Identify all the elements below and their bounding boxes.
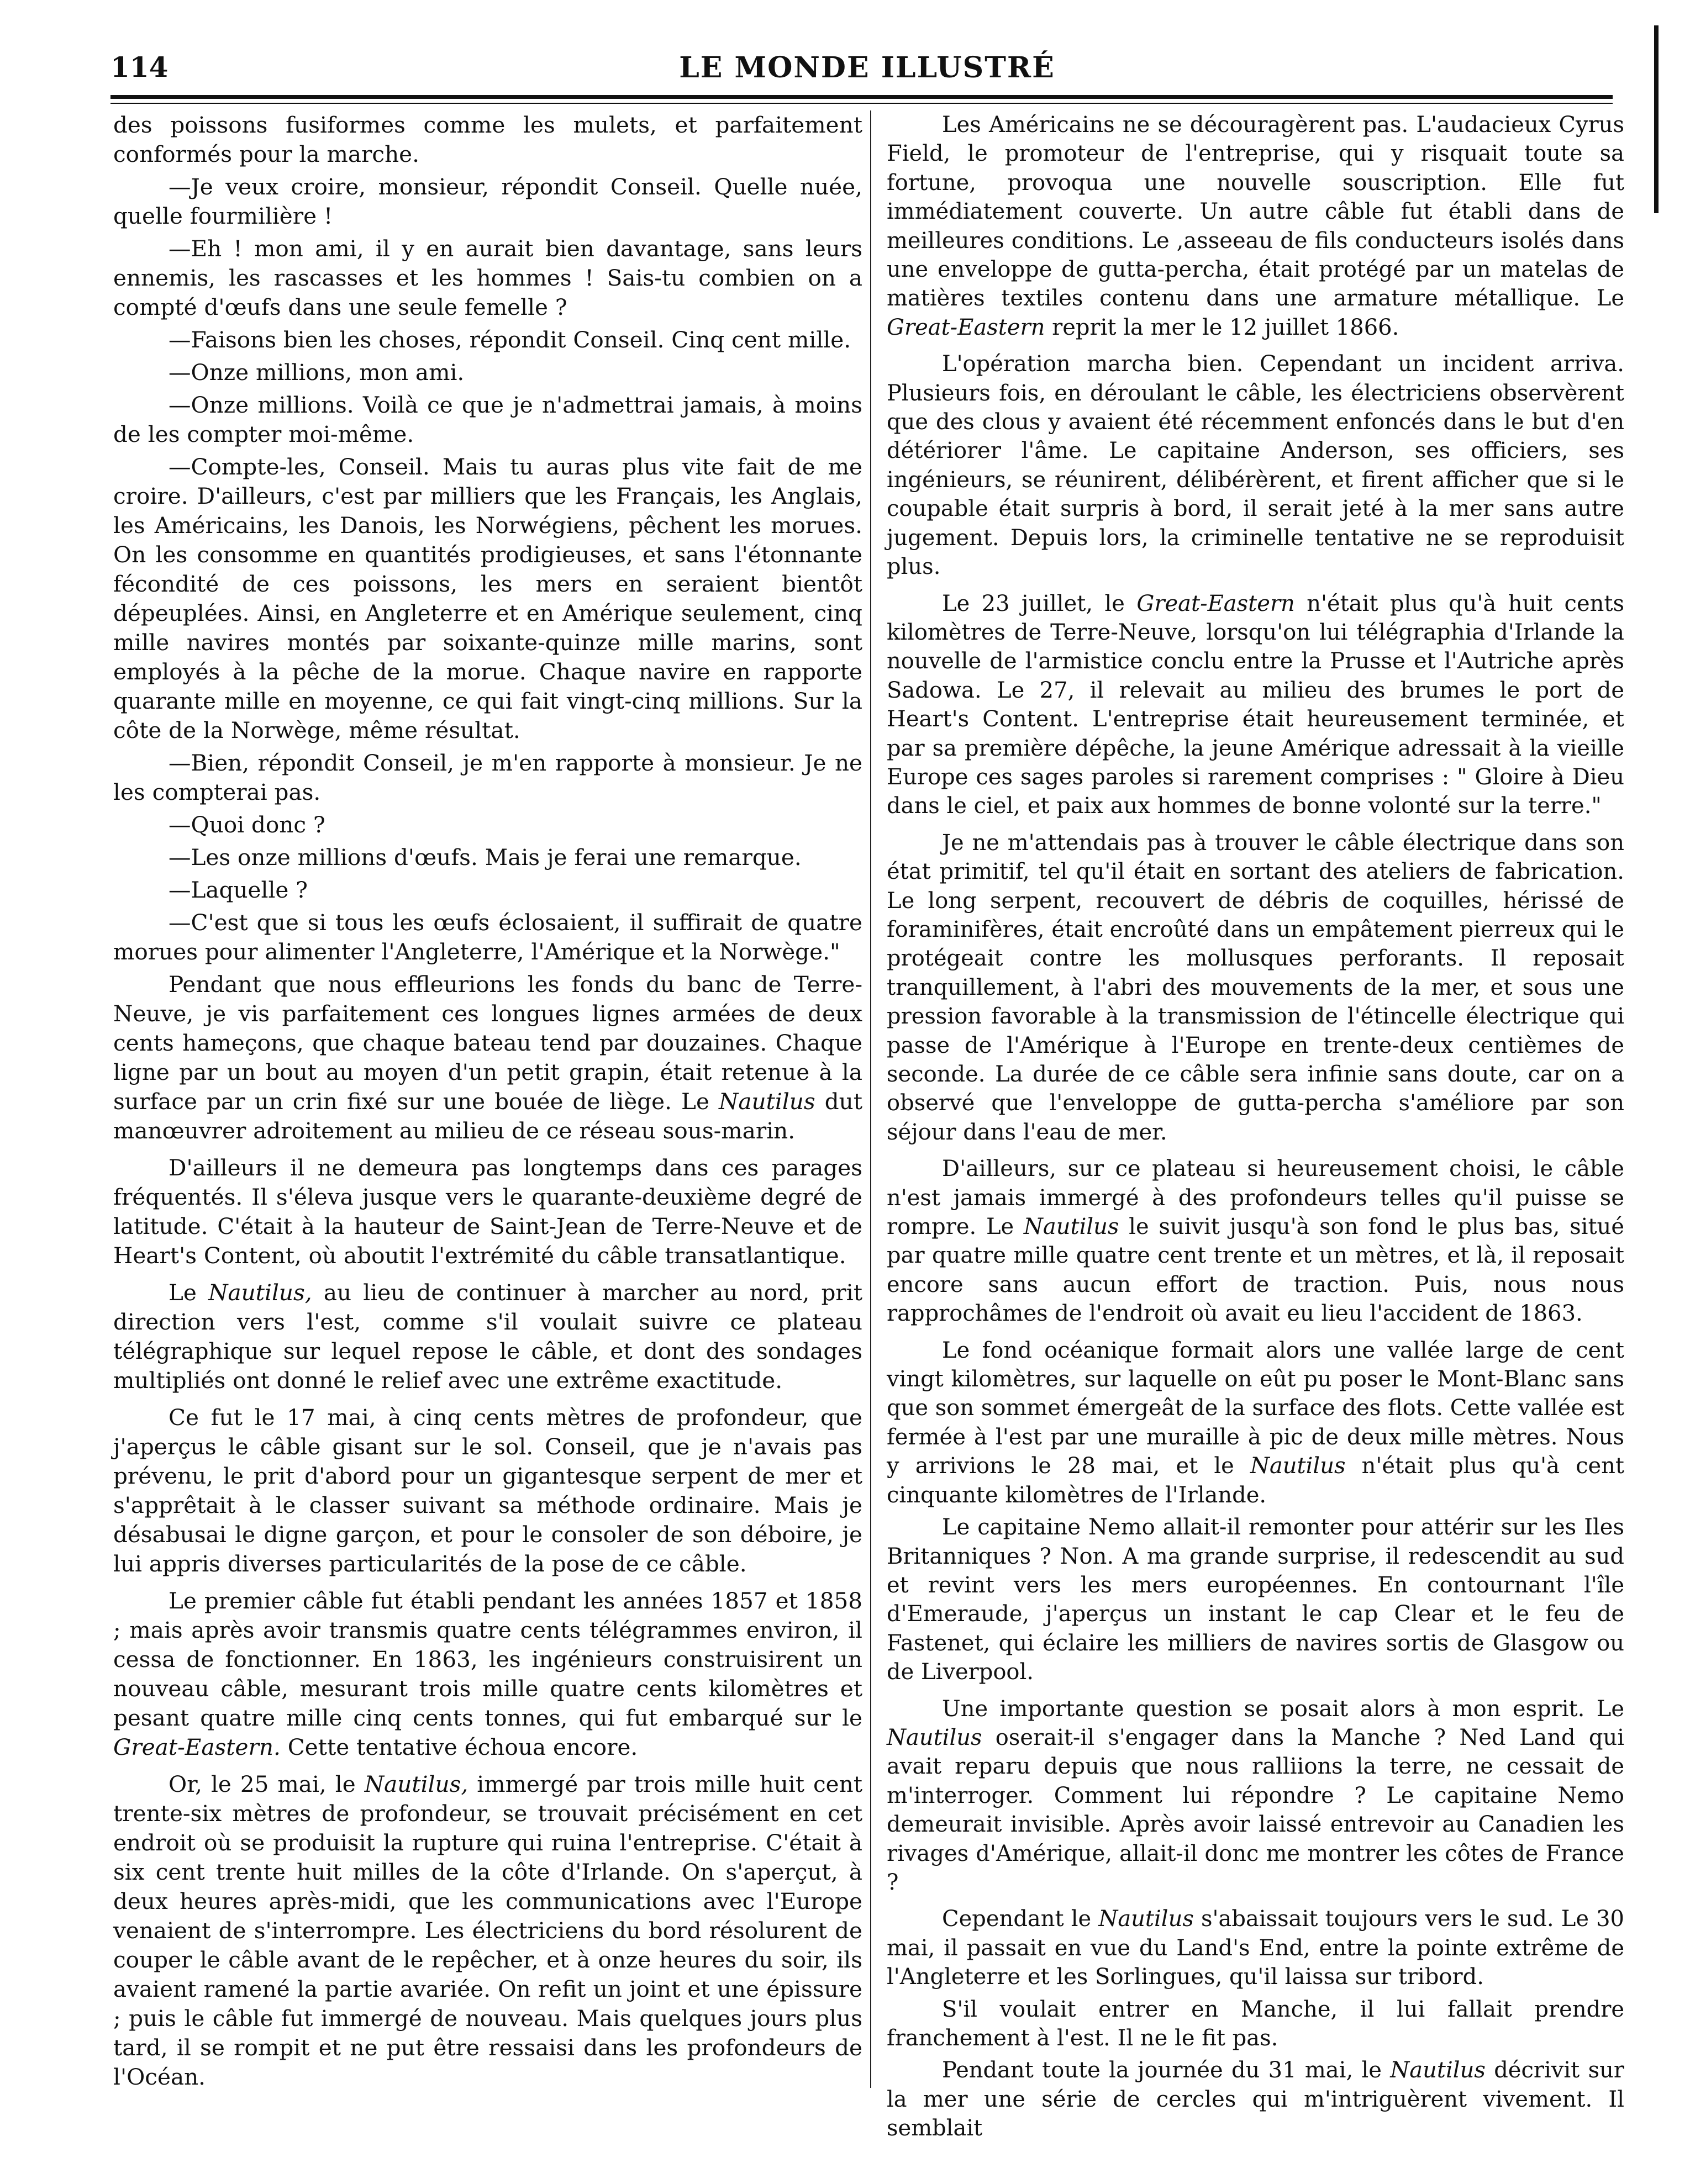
text-segment: L'opération marcha bien. Cependant un incident arriva. Plusieurs fois, en déroulant le câble, les électriciens observèrent que des clous y avaient été récemment enfoncés dans le but d'en détériorer l'âme. Le capitaine Anderson, ses officiers, ses ingénieurs, se réunirent, délibérèrent, et firent afficher que si le coupable était surpris à bord, il serait jeté à la mer sans autre jugement. Depuis lors, la criminelle tentative ne se reproduisit plus. <box>887 351 1624 580</box>
header-rule-thin <box>110 103 1613 104</box>
paragraph <box>887 589 1624 821</box>
text-segment: des poissons fusiformes comme les mulets, et parfaitement conformés pour la marche. <box>113 112 862 167</box>
text-segment: Cette tentative échoua encore. <box>280 1734 638 1760</box>
text-segment: Le capitaine Nemo allait-il remonter pour attérir sur les Iles Britanniques ? Non. A ma grande surprise, il redescendit au sud et revint vers les mers européennes. En contournant l'île d'Emeraude, j'aperçus un instant le cap Clear et le feu de Fastenet, qui éclaire les milliers de navires sortis de Glasgow ou de Liverpool. <box>887 1515 1624 1685</box>
text-segment: au lieu de continuer à marcher au nord, prit direction vers l'est, comme s'il voulait suivre ce plateau télégraphique sur lequel repose le câble, et dont des sondages multipliés ont donné le relief avec une extrême exactitude. <box>113 1279 862 1394</box>
paragraph <box>113 452 862 745</box>
text-segment: Pendant que nous effleurions les fonds du banc de Terre-Neuve, je vis parfaitement ces longues lignes armées de deux cents hameçons, que chaque bateau tend par douzaines. Chaque ligne par un bout au moyen d'un petit grapin, était retenue à la surface par un crin fixé sur une bouée de liège. Le <box>113 971 862 1115</box>
paragraph <box>887 1513 1624 1686</box>
text-segment: D'ailleurs, sur ce plateau si heureusement choisi, le câble n'est jamais immergé à des profondeurs telles qu'il puisse se rompre. Le <box>887 1156 1624 1240</box>
paragraph <box>113 1278 862 1395</box>
paragraph <box>887 829 1624 1147</box>
paragraph <box>887 1695 1624 1897</box>
text-segment: n'était plus qu'à huit cents kilomètres de Terre-Neuve, lorsqu'on lui télégraphia d'Irlande la nouvelle de l'armistice conclu entre la Prusse et l'Autriche après Sadowa. Le 27, il relevait au milieu des brumes le port de Heart's Content. L'entreprise était heureusement terminée, et par sa première dépêche, la jeune Amérique adressait à la vieille Europe ces sages paroles si rarement comprises : " Gloire à Dieu dans le ciel, et paix aux hommes de bonne volonté sur la terre." <box>887 590 1624 819</box>
text-segment: Une importante question se posait alors à mon esprit. Le <box>942 1696 1624 1722</box>
text-segment: —Compte-les, Conseil. Mais tu auras plus vite fait de me croire. D'ailleurs, c'est par milliers que les Français, les Anglais, les Américains, les Danois, les Norwégiens, pêchent les morues. On les consomme en quantités prodigieuses, et sans l'étonnante fécondité de ces poissons, les mers en seraient bientôt dépeuplées. Ainsi, en Angleterre et en Amérique seulement, cinq mille navires montés par soixante-quinze mille marins, sont employés à la pêche de la morue. Chaque navire en rapporte quarante mille en moyenne, ce qui fait vingt-cinq millions. Sur la côte de la Norwège, même résultat. <box>113 453 862 743</box>
text-segment: —C'est que si tous les œufs éclosaient, il suffirait de quatre morues pour alimenter l'Angleterre, l'Amérique et la Norwège." <box>113 909 862 965</box>
paragraph <box>113 325 862 355</box>
paragraph <box>113 172 862 231</box>
paragraph <box>113 748 862 807</box>
italic-text: Nautilus <box>1390 2058 1486 2083</box>
text-segment: —Faisons bien les choses, répondit Conseil. Cinq cent mille. <box>169 326 851 353</box>
text-segment: Les Américains ne se découragèrent pas. L'audacieux Cyrus Field, le promoteur de l'entreprise, qui y risquait toute sa fortune, provoqua une nouvelle souscription. Elle fut immédiatement couverte. Un autre câble fut établi dans de meilleures conditions. Le ,asseeau de fils conducteurs isolés dans une enveloppe de gutta-percha, était protégé par un matelas de matières textiles contenu dans une armature métallique. Le <box>887 112 1624 312</box>
text-segment: dut manœuvrer adroitement au milieu de ce réseau sous-marin. <box>113 1088 862 1144</box>
paragraph <box>113 358 862 387</box>
paragraph <box>113 1153 862 1270</box>
text-segment: Le fond océanique formait alors une vallée large de cent vingt kilomètres, sur laquelle on eût pu poser le Mont-Blanc sans que son sommet émergeât de la surface des flots. Cette vallée est fermée à l'est par une muraille à pic de deux mille mètres. Nous y arrivions le 28 mai, et le <box>887 1337 1624 1479</box>
paragraph <box>113 810 862 840</box>
page-edge-mark <box>1654 25 1659 213</box>
left-column <box>113 110 862 2095</box>
text-segment: le suivit jusqu'à son fond le plus bas, situé par quatre mille quatre cent trente et un mètres, et là, il reposait encore sans aucun effort de traction. Puis, nous nous rapprochâmes de l'endroit où avait eu lieu l'accident de 1863. <box>887 1214 1624 1327</box>
paragraph <box>887 1905 1624 1991</box>
paragraph <box>113 391 862 449</box>
page-number: 114 <box>110 51 169 83</box>
text-segment: —Je veux croire, monsieur, répondit Conseil. Quelle nuée, quelle fourmilière ! <box>113 173 862 229</box>
italic-text: Nautilus <box>887 1724 982 1750</box>
paragraph <box>113 875 862 905</box>
paragraph <box>887 2056 1624 2143</box>
text-segment: —Les onze millions d'œufs. Mais je ferai une remarque. <box>169 844 802 871</box>
paragraph <box>887 350 1624 581</box>
text-segment: Le 23 juillet, le <box>942 590 1137 616</box>
text-segment: oserait-il s'engager dans la Manche ? Ned Land qui avait reparu depuis que nous ralliions la terre, ne cessait de m'interroger. Comment lui répondre ? Le capitaine Nemo demeurait invisible. Après avoir laissé entrevoir au Canadien les rivages d'Amérique, allait-il donc me montrer les côtes de France ? <box>887 1724 1624 1895</box>
text-segment: n'était plus qu'à cent cinquante kilomètres de l'Irlande. <box>887 1453 1625 1508</box>
paragraph <box>113 1403 862 1579</box>
text-segment: s'abaissait toujours vers le sud. Le 30 mai, il passait en vue du Land's End, entre la pointe extrême de l'Angleterre et les Sorlingues, qu'il laissa sur tribord. <box>887 1906 1625 1990</box>
paragraph <box>113 843 862 872</box>
text-segment: —Eh ! mon ami, il y en aurait bien davantage, sans leurs ennemis, les rascasses et les hommes ! Sais-tu combien on a compté d'œufs dans une seule femelle ? <box>113 235 862 320</box>
italic-text: Nautilus <box>1023 1214 1119 1240</box>
text-segment: —Bien, répondit Conseil, je m'en rapporte à monsieur. Je ne les compterai pas. <box>113 750 862 805</box>
text-segment: —Quoi donc ? <box>169 811 325 838</box>
paragraph <box>887 110 1624 342</box>
italic-text: Nautilus, <box>364 1771 468 1797</box>
paragraph <box>887 1154 1624 1328</box>
text-segment: D'ailleurs il ne demeura pas longtemps dans ces parages fréquentés. Il s'éleva jusque vers le quarante-deuxième degré de latitude. C'était à la hauteur de Saint-Jean de Terre-Neuve et de Heart's Content, où aboutit l'extrémité du câble transatlantique. <box>113 1154 862 1269</box>
text-segment: reprit la mer le 12 juillet 1866. <box>1045 314 1399 340</box>
paragraph <box>113 110 862 169</box>
paragraph <box>113 1770 862 2092</box>
paragraph <box>113 970 862 1146</box>
text-segment: Cependant le <box>942 1906 1099 1932</box>
text-segment: décrivit sur la mer une série de cercles qui m'intriguèrent vivement. Il semblait <box>887 2058 1624 2141</box>
text-segment: —Onze millions. Voilà ce que je n'admettrai jamais, à moins de les compter moi-même. <box>113 392 862 447</box>
italic-text: Great-Eastern <box>1136 590 1295 616</box>
italic-text: Nautilus <box>1098 1906 1194 1932</box>
text-segment: Ce fut le 17 mai, à cinq cents mètres de profondeur, que j'aperçus le câble gisant sur le sol. Conseil, que je n'avais pas prévenu, le prit d'abord pour un gigantesque serpent de mer et s'apprêtait à le classer suivant sa méthode ordinaire. Mais je désabusai le digne garçon, et pour le consoler de son déboire, je lui appris diverses particularités de la pose de ce câble. <box>113 1404 862 1577</box>
italic-text: Great-Eastern. <box>113 1734 281 1760</box>
column-divider <box>870 110 871 2088</box>
italic-text: Nautilus <box>1250 1453 1346 1479</box>
text-segment: Or, le 25 mai, le <box>169 1771 365 1797</box>
text-segment: —Onze millions, mon ami. <box>169 359 465 386</box>
text-segment: Le premier câble fut établi pendant les années 1857 et 1858 ; mais après avoir transmis quatre cents télégrammes environ, il cessa de fonctionner. En 1863, les ingénieurs construisirent un nouveau câble, mesurant trois mille quatre cents kilomètres et pesant quatre mille cinq cents tonnes, qui fut embarqué sur le <box>113 1587 862 1731</box>
text-segment: Pendant toute la journée du 31 mai, le <box>942 2058 1391 2083</box>
paragraph <box>887 1336 1624 1510</box>
masthead-title: LE MONDE ILLUSTRÉ <box>679 51 1055 85</box>
paragraph <box>113 234 862 322</box>
page-header <box>110 51 1624 95</box>
right-column <box>887 110 1624 2146</box>
italic-text: Nautilus <box>718 1088 815 1115</box>
header-rule-thick <box>110 95 1613 99</box>
paragraph <box>887 1995 1624 2053</box>
paragraph <box>113 908 862 967</box>
text-segment: immergé par trois mille huit cent trente-six mètres de profondeur, se trouvait précisément en cet endroit où se produisit la rupture qui ruina l'entreprise. C'était à six cent trente huit milles de la côte d'Irlande. On s'aperçut, à deux heures après-midi, que les communications avec l'Europe venaient de s'interrompre. Les électriciens du bord résolurent de couper le câble avant de le repêcher, et à onze heures du soir, ils avaient ramené la partie avariée. On refit un joint et une épissure ; puis le câble fut immergé de nouveau. Mais quelques jours plus tard, il se rompit et ne put être ressaisi dans les profondeurs de l'Océan. <box>113 1771 863 2090</box>
text-segment: S'il voulait entrer en Manche, il lui fallait prendre franchement à l'est. Il ne le fit pas. <box>887 1996 1624 2051</box>
text-segment: Je ne m'attendais pas à trouver le câble électrique dans son état primitif, tel qu'il était en sortant des ateliers de fabrication. Le long serpent, recouvert de débris de coquilles, hérissé de foraminifères, était encroûté dans un empâtement pierreux qui le protégeait contre les mollusques perforants. Il reposait tranquillement, à l'abri des mouvements de la mer, et sous une pression favorable à la transmission de l'étincelle électrique qui passe de l'Amérique à l'Europe en trente-deux centièmes de seconde. La durée de ce câble sera infinie sans doute, car on a observé que l'enveloppe de gutta-percha s'améliore par son séjour dans l'eau de mer. <box>887 830 1624 1145</box>
text-segment: —Laquelle ? <box>169 877 308 903</box>
italic-text: Nautilus, <box>208 1279 312 1306</box>
paragraph <box>113 1586 862 1762</box>
italic-text: Great-Eastern <box>887 314 1045 340</box>
text-segment: Le <box>169 1279 209 1306</box>
